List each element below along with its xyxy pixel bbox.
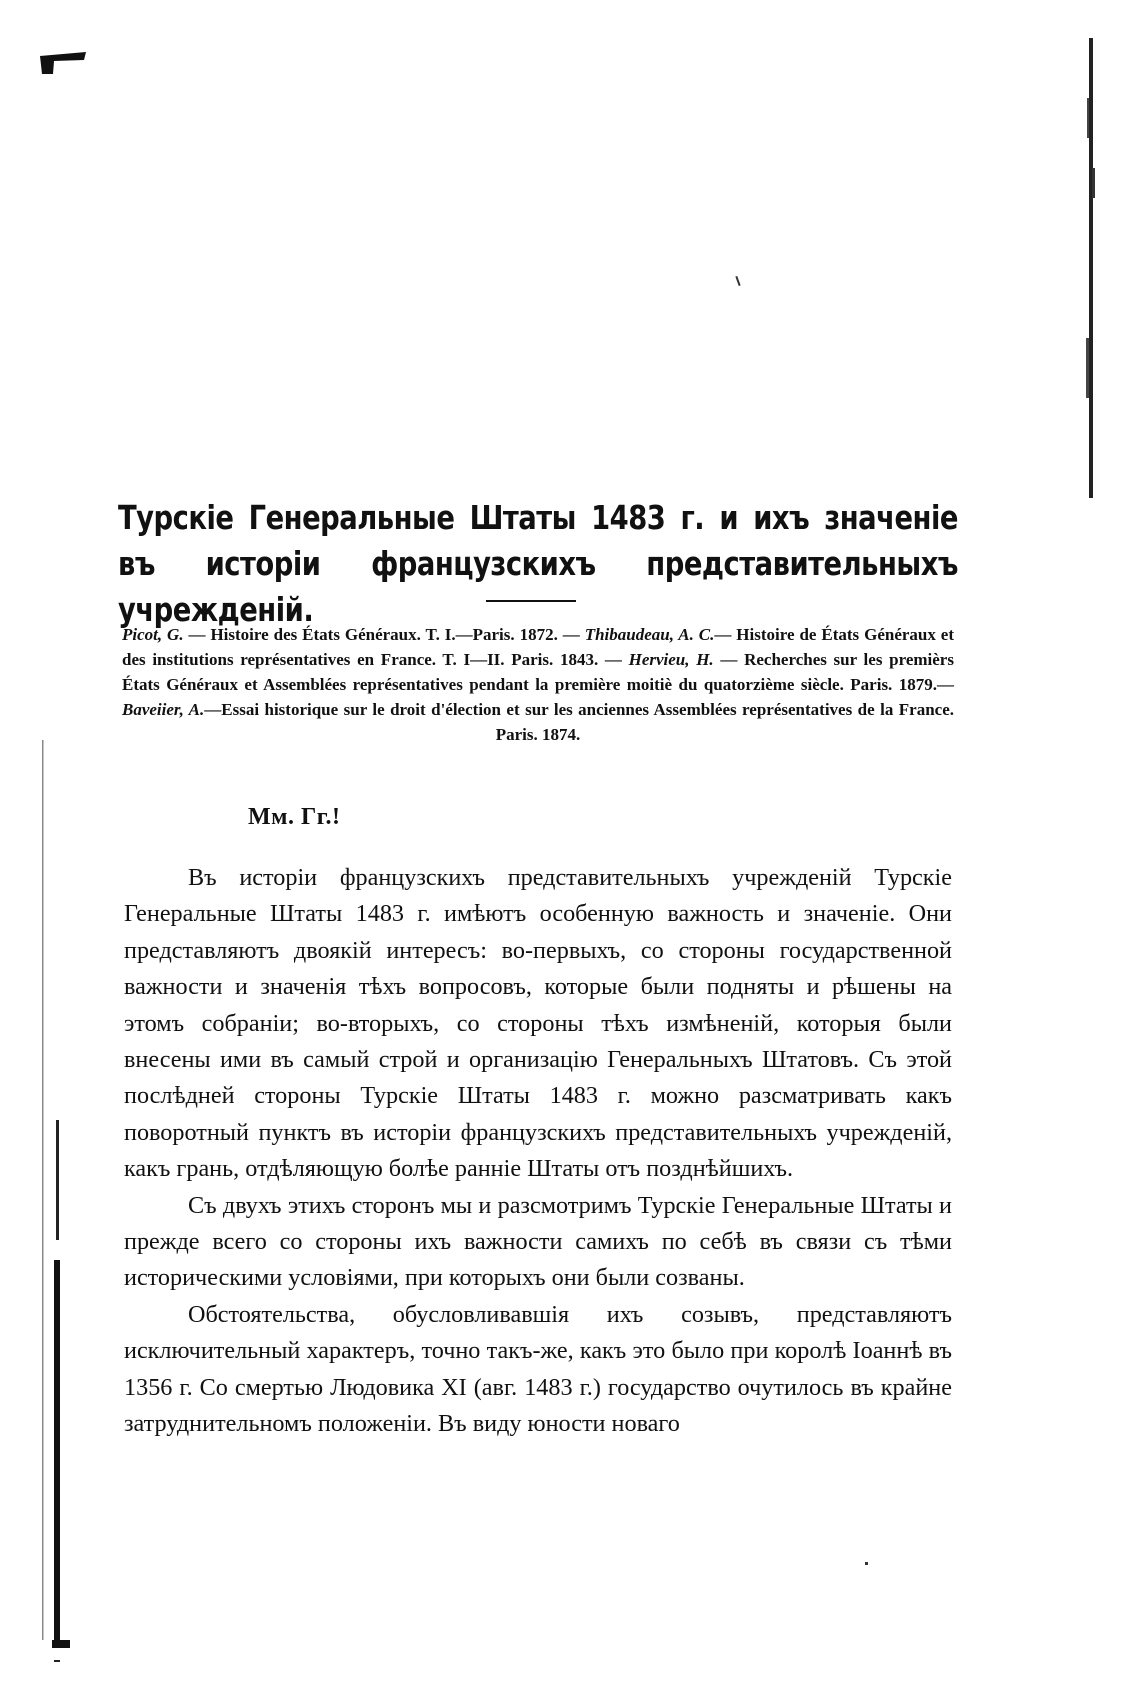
paragraph: Обстоятельства, обусловливавшія ихъ созывъ, представляютъ исключительный характеръ, точно такъ-же, какъ это было при королѣ Іоаннѣ въ 1356 г. Со смертью Людовика XI (авг. 1483 г.) государство очутилось въ крайне затруднительномъ положеніи. Въ виду юности новаго — [124, 1300, 952, 1438]
scan-speck — [865, 1562, 868, 1565]
salutation: Мм. Гг.! — [248, 804, 341, 830]
bib-entry: — Recherches sur les premièrs États Généraux et Assemblées représentatives pendant la première moitiè du quatorzième siècle. Paris. 1879.— — [122, 650, 954, 694]
bib-author: Thibaudeau, A. C. — [584, 625, 715, 644]
paragraph: Въ исторіи французскихъ представительныхъ учрежденій Турскіе Генеральные Штаты 1483 г. имѣютъ особенную важность и значеніе. Они представляютъ двоякій интересъ: во-первыхъ, со стороны государственной важности и значенія тѣхъ вопросовъ, которые были подняты и рѣшены на этомъ собраніи; во-вторыхъ, со стороны тѣхъ измѣненій, которыя были внесены ими въ самый строй и организацію Генеральныхъ Штатовъ. Съ этой послѣдней стороны Турскіе Штаты 1483 г. можно разсматривать какъ поворотный пунктъ въ исторіи французскихъ представительныхъ учрежденій, какъ грань, отдѣляющую болѣе ранніе Штаты отъ позднѣйшихъ. — [124, 864, 952, 1183]
scan-speck — [735, 276, 740, 286]
bib-author: Baveiier, A. — [122, 700, 205, 719]
article-title: Турскіе Генеральные Штаты 1483 г. и ихъ значеніе въ исторіи французскихъ представительныхъ учрежденій. — [118, 498, 958, 629]
body-text — [124, 860, 952, 1443]
bib-entry: —Essai historique sur le droit d'élection et sur les anciennes Assemblées représentatives de la France. Paris. 1874. — [204, 700, 954, 744]
binding-edge-left — [42, 700, 70, 1670]
binding-edge-right — [1086, 38, 1095, 498]
scan-corner-mark — [40, 52, 86, 74]
title-divider — [486, 600, 576, 602]
bib-entry: — Histoire des États Généraux. T. I.—Paris. 1872. — — [183, 625, 585, 644]
bib-entry: — Histoire de États Généraux et des institutions représentatives en France. T. I—II. Paris. 1843. — — [122, 625, 955, 669]
bib-author: Picot, G. — [122, 625, 184, 644]
bibliography — [122, 622, 954, 747]
paragraph: Съ двухъ этихъ сторонъ мы и разсмотримъ Турскіе Генеральные Штаты и прежде всего со стороны ихъ важности самихъ по себѣ въ связи съ тѣми историческими условіями, при которыхъ они были созваны. — [124, 1191, 952, 1292]
bib-author: Hervieu, H. — [628, 650, 714, 669]
